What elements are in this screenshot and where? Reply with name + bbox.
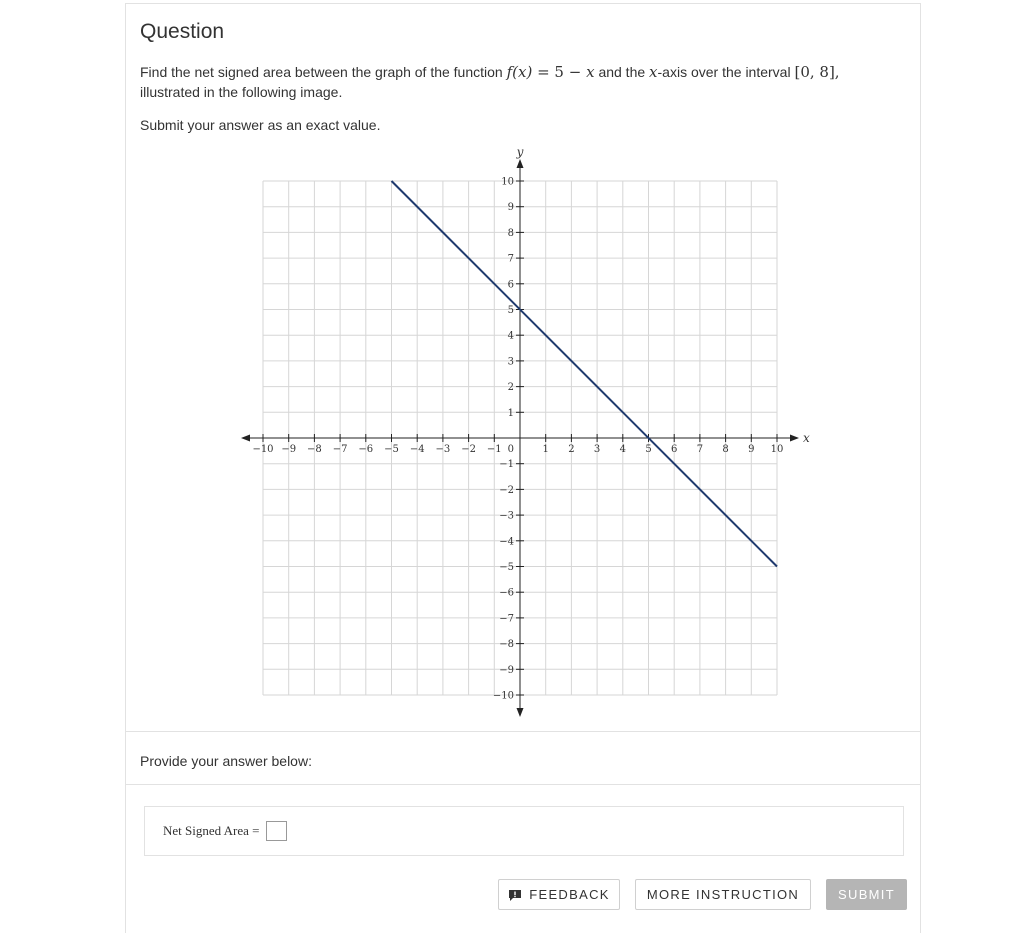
y-tick-label: 7 [507,253,514,265]
feedback-button[interactable] [498,879,620,910]
function-eq: = 5 − [532,63,587,81]
function-line [392,181,778,567]
submit-note: Submit your answer as an exact value. [140,117,381,133]
y-tick-label: −10 [492,690,514,702]
x-tick-label: −4 [409,444,425,455]
feedback-label: FEEDBACK [529,887,610,902]
x-tick-label: −2 [461,444,476,455]
answer-box [144,806,904,856]
y-tick-label: −6 [499,587,514,599]
question-text-mid2: -axis over the interval [657,64,791,80]
y-tick-label: 6 [507,279,514,291]
function-var: x [586,63,595,81]
question-title: Question [140,20,225,43]
x-tick-label: 5 [645,444,652,455]
y-tick-label: −2 [499,484,514,496]
x-tick-label: 10 [770,444,784,455]
function-graph [236,149,816,721]
y-tick-label: 9 [507,202,514,214]
y-tick-label: −7 [499,613,514,625]
x-axis-arrow-right [790,435,799,442]
x-tick-label: 6 [671,444,678,455]
y-tick-label: 8 [507,227,514,239]
divider [126,731,920,732]
more-instruction-label: MORE INSTRUCTION [646,887,800,902]
y-tick-label: −1 [499,459,514,471]
x-tick-label: 8 [722,444,729,455]
y-tick-label: −9 [499,664,514,676]
y-tick-label: 2 [507,382,514,394]
x-tick-label: −1 [486,444,502,455]
x-tick-label: −6 [358,444,374,455]
y-tick-label: −4 [499,536,514,548]
axis-var: x [649,63,658,81]
y-tick-label: −8 [499,639,514,651]
x-tick-label: −3 [435,444,451,455]
net-signed-area-input[interactable] [266,821,287,841]
x-tick-label: 2 [568,444,575,455]
x-tick-label: −7 [332,444,348,455]
feedback-icon [508,889,522,901]
submit-label: SUBMIT [838,887,895,902]
x-tick-label: −8 [307,444,322,455]
x-tick-label: 9 [748,444,755,455]
y-axis-label: y [516,149,524,159]
more-instruction-button[interactable] [635,879,811,910]
question-text-prefix: Find the net signed area between the graph of the function [140,64,503,80]
x-tick-label: −5 [384,444,399,455]
y-tick-label: 10 [501,176,514,188]
y-axis-arrow-up [517,159,524,168]
question-card [125,3,921,933]
x-tick-label: 7 [696,444,704,455]
y-axis-arrow-down [517,708,524,717]
y-tick-label: −3 [499,510,514,522]
x-tick-label: −9 [281,444,297,455]
x-tick-label: 4 [619,444,626,455]
y-tick-label: 1 [507,407,514,419]
question-text-line2: illustrated in the following image. [140,84,343,100]
question-text [140,62,880,102]
question-text-mid: and the [598,64,646,80]
y-tick-label: 5 [507,305,514,316]
x-axis-label: x [803,431,810,445]
y-tick-label: −5 [499,562,514,573]
x-tick-label: 3 [593,444,601,455]
x-axis-arrow-left [241,435,250,442]
y-tick-label: 3 [507,356,514,368]
divider [126,784,920,785]
answer-label: Net Signed Area = [163,823,260,838]
submit-button[interactable] [826,879,907,910]
x-tick-label: 1 [542,444,549,455]
function-lhs: f(x) [506,63,533,81]
y-tick-label: 4 [507,330,514,342]
answer-prompt: Provide your answer below: [140,753,312,769]
interval: [0, 8], [794,63,840,81]
origin-label: 0 [507,444,514,455]
x-tick-label: −10 [252,444,274,455]
